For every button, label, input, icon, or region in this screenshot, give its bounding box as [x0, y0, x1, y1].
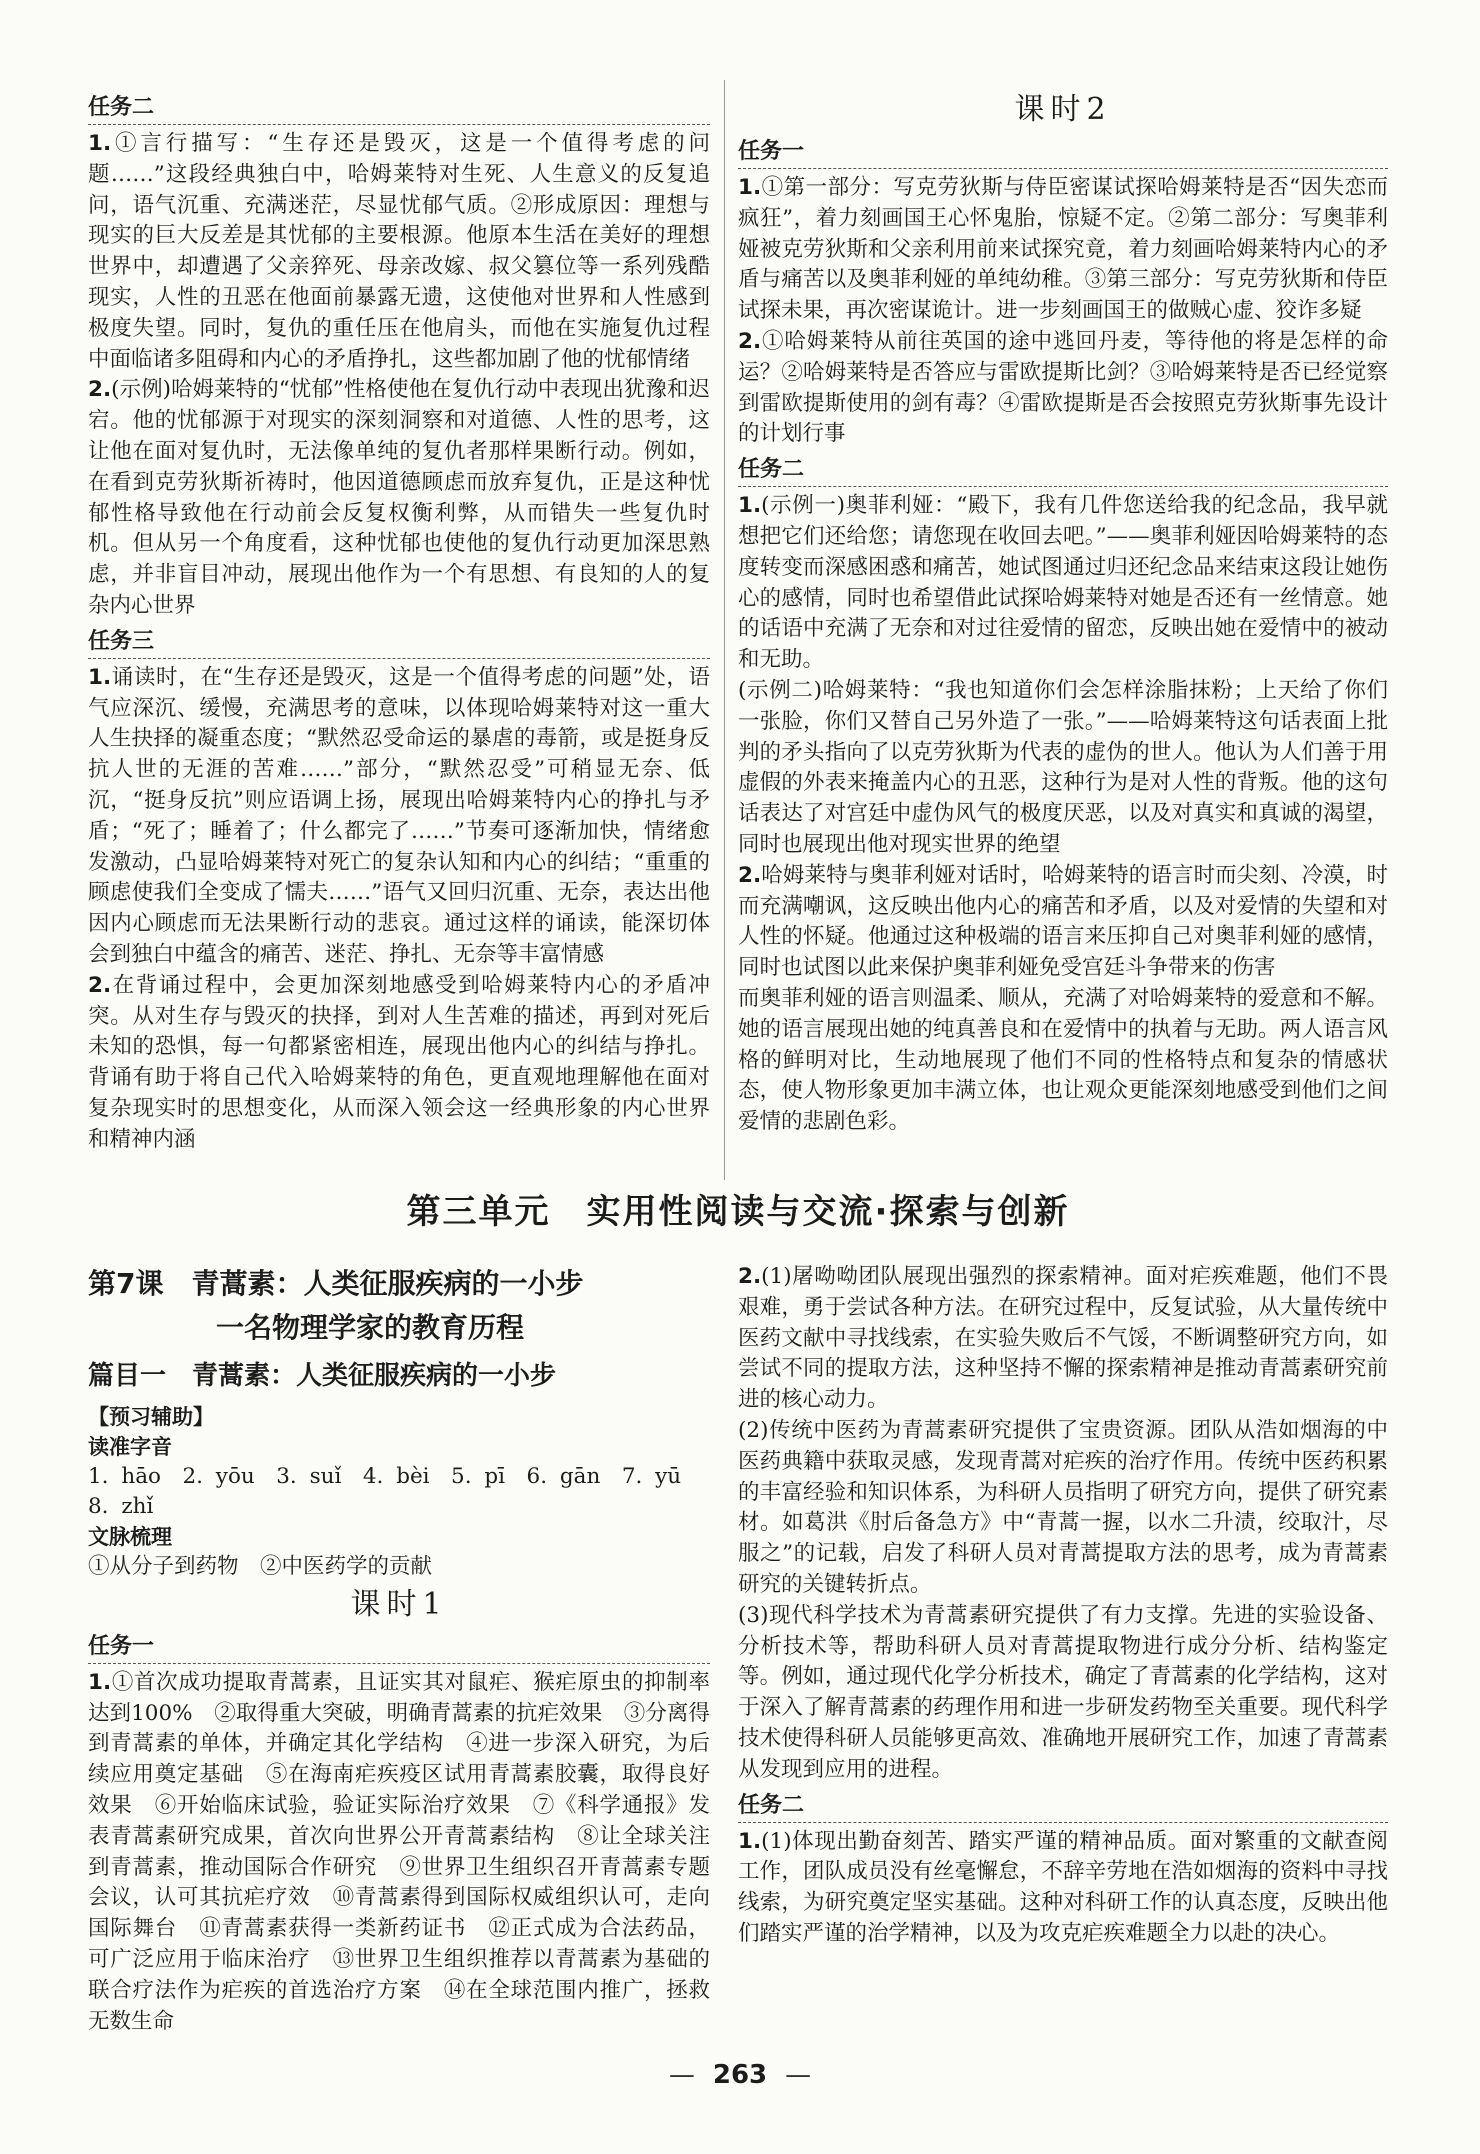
item-text: 诵读时，在“生存还是毁灭，这是一个值得考虑的问题”处，语气应深沉、缓慢，充满思考的意味，以体现哈姆莱特对这一重大人生抉择的凝重态度；“默然忍受命运的暴虐的毒箭，或是挺身反抗人世的无涯的苦难……”部分，“默然忍受”可稍显无奈、低沉，“挺身反抗”则应语调上扬，展现出哈姆莱特内心的挣扎与矛盾；“死了；睡着了；什么都完了……”节奏可逐渐加快，情绪愈发激动，凸显哈姆莱特对死亡的复杂认知和内心的纠结；“重重的顾虑使我们全变成了懦夫……”语气又回归沉重、无奈，表达出他因内心顾虑而无法果断行动的悲哀。通过这样的诵读，能深切体会到独白中蕴含的痛苦、迷茫、挣扎、无奈等丰富情感	[88, 664, 710, 967]
pronunciation-heading: 读准字音	[88, 1435, 172, 1459]
task3-heading: 任务三	[88, 626, 710, 659]
answer-paragraph: 而奥菲利娅的语言则温柔、顺从，充满了对哈姆莱特的爱意和不解。她的语言展现出她的纯真善良和在爱情中的执着与无助。两人语言风格的鲜明对比，生动地展现了他们不同的性格特点和复杂的情感状态，使人物形象更加丰满立体，也让观众更能深刻地感受到他们之间爱情的悲剧色彩。	[738, 985, 1388, 1135]
item-text: ①第一部分：写克劳狄斯与侍臣密谋试探哈姆莱特是否“因失恋而疯狂”，着力刻画国王心怀鬼胎，惊疑不定。②第二部分：写奥菲利娅被克劳狄斯和父亲利用前来试探究竟，着力刻画哈姆莱特内心的矛盾与痛苦以及奥菲利娅的单纯幼稚。③第三部分：写克劳狄斯和侍臣试探未果，再次密谋诡计。进一步刻画国王的做贼心虚、狡诈多疑	[738, 175, 1388, 324]
answer-item	[738, 491, 1388, 676]
page-number	[0, 2060, 1480, 2090]
bottom-left-column	[88, 1262, 710, 2037]
answer-item	[738, 173, 1388, 327]
item-text: (1)屠呦呦团队展现出强烈的探索精神。面对疟疾难题，他们不畏艰难，勇于尝试各种方法。在研究过程中，反复试验，从大量传统中医药文献中寻找线索，在实验失败后不气馁，不断调整研究方向，如尝试不同的提取方法，这种坚持不懈的探索精神是推动青蒿素研究前进的核心动力。	[738, 1264, 1388, 1413]
item-number: 1.	[88, 664, 112, 690]
column-divider	[724, 80, 725, 1180]
lesson-period-title: 课时1	[350, 1586, 448, 1622]
answer-item	[88, 129, 710, 375]
item-number: 1.	[738, 175, 762, 200]
answer-item	[738, 1827, 1388, 1950]
answer-item	[88, 971, 710, 1156]
task2-heading: 任务二	[88, 92, 710, 125]
item-number: 1.	[88, 131, 112, 156]
outline-answers: ①从分子到药物 ②中医药学的贡献	[88, 1554, 433, 1579]
item-text: 哈姆莱特与奥菲利娅对话时，哈姆莱特的语言时而尖刻、冷漠，时而充满嘲讽，这反映出他内心的痛苦和矛盾，以及对爱情的失望和对人性的怀疑。他通过这种极端的语言来压抑自己对奥菲利娅的感情，同时也试图以此来保护奥菲利娅免受宫廷斗争带来的伤害	[738, 862, 1388, 981]
top-right-column	[738, 88, 1388, 1138]
answer-paragraph: (示例二)哈姆莱特：“我也知道你们会怎样涂脂抹粉；上天给了你们一张脸，你们又替自己另外造了一张。”——哈姆莱特这句话表面上批判的矛头指向了以克劳狄斯为代表的虚伪的世人。他认为人们善于用虚假的外表来掩盖内心的丑恶，这种行为是对人性的背叛。他的这句话表达了对宫廷中虚伪风气的极度厌恶，以及对真实和真诚的渴望，同时也展现出他对现实世界的绝望	[738, 677, 1388, 857]
bottom-right-column	[738, 1262, 1388, 1950]
page-number-value: 263	[712, 2060, 768, 2090]
task1-heading: 任务一	[88, 1631, 710, 1664]
item-number: 2.	[88, 377, 112, 403]
section-title: 篇目一 青蒿素：人类征服疾病的一小步	[88, 1361, 557, 1391]
item-text: (示例一)奥菲利娅：“殿下，我有几件您送给我的纪念品，我早就想把它们还给您；请您现在收回去吧。”——奥菲利娅因哈姆莱特的态度转变而深感困惑和痛苦，她试图通过归还纪念品来结束这段让她伤心的感情，同时也希望借此试探哈姆莱特对她是否还有一丝情意。她的话语中充满了无奈和对过往爱情的留恋，反映出她在爱情中的被动和无助。	[738, 493, 1388, 673]
item-text: 在背诵过程中，会更加深刻地感受到哈姆莱特内心的矛盾冲突。从对生存与毁灭的抉择，到对人生苦难的描述，再到对死后未知的恐惧，每一句都紧密相连，展现出他内心的纠结与挣扎。背诵有助于将自己代入哈姆莱特的角色，更直观地理解他在面对复杂现实时的思想变化，从而深入领会这一经典形象的内心世界和精神内涵	[88, 972, 710, 1152]
answer-item	[88, 375, 710, 621]
lesson-title: 第7课 青蒿素：人类征服疾病的一小步	[88, 1267, 584, 1300]
item-text: ①首次成功提取青蒿素，且证实其对鼠疟、猴疟原虫的抑制率达到100% ②取得重大突破，明确青蒿素的抗疟效果 ③分离得到青蒿素的单体，并确定其化学结构 ④进一步深入研究，为后续应用奠定基础 ⑤在海南疟疾疫区试用青蒿素胶囊，取得良好效果 ⑥开始临床试验，验证实际治疗效果 ⑦《科学通报》发表青蒿素研究成果，首次向世界公开青蒿素结构 ⑧让全球关注到青蒿素，推动国际合作研究 ⑨世界卫生组织召开青蒿素专题会议，认可其抗疟疗效 ⑩青蒿素得到国际权威组织认可，走向国际舞台 ⑪青蒿素获得一类新药证书 ⑫正式成为合法药品，可广泛应用于临床治疗 ⑬世界卫生组织推荐以青蒿素为基础的联合疗法作为疟疾的首选治疗方案 ⑭在全球范围内推广，拯救无数生命	[88, 1669, 710, 2034]
top-left-column	[88, 88, 710, 1156]
task1-heading: 任务一	[738, 136, 1388, 169]
item-number: 2.	[88, 972, 112, 998]
item-number: 2.	[738, 1264, 762, 1289]
answer-item	[88, 1668, 710, 2038]
lesson-subtitle: 一名物理学家的教育历程	[216, 1311, 525, 1344]
pronunciation-answers: 1. hāo 2. yōu 3. suǐ 4. bèi 5. pī 6. gān 7. yū 8. zhǐ	[88, 1464, 703, 1519]
answer-item	[88, 663, 710, 971]
item-text: ①哈姆莱特从前往英国的途中逃回丹麦，等待他的将是怎样的命运？②哈姆莱特是否答应与雷欧提斯比剑？③哈姆莱特是否已经觉察到雷欧提斯使用的剑有毒？④雷欧提斯是否会按照克劳狄斯事先设计的计划行事	[738, 328, 1388, 447]
preview-heading: 【预习辅助】	[88, 1405, 214, 1429]
answer-item	[738, 861, 1388, 984]
dash-decoration: —	[785, 2060, 812, 2090]
task2-heading: 任务二	[738, 454, 1388, 487]
item-number: 1.	[88, 1669, 112, 1695]
item-number: 1.	[738, 493, 762, 519]
lesson-period-title: 课时2	[1014, 92, 1112, 127]
item-text: (示例)哈姆莱特的“忧郁”性格使他在复仇行动中表现出犹豫和迟宕。他的忧郁源于对现实的深刻洞察和对道德、人性的思考，这让他在面对复仇时，无法像单纯的复仇者那样果断行动。例如，在看到克劳狄斯祈祷时，他因道德顾虑而放弃复仇，正是这种忧郁性格导致他在行动前会反复权衡利弊，从而错失一些复仇时机。但从另一个角度看，这种忧郁也使他的复仇行动更加深思熟虑，并非盲目冲动，展现出他作为一个有思想、有良知的人的复杂内心世界	[88, 377, 710, 618]
unit-title: 第三单元 实用性阅读与交流·探索与创新	[406, 1192, 1070, 1232]
item-text: (1)体现出勤奋刻苦、踏实严谨的精神品质。面对繁重的文献查阅工作，团队成员没有丝毫懈怠，不辞辛劳地在浩如烟海的资料中寻找线索，为研究奠定坚实基础。这种对科研工作的认真态度，反映出他们踏实严谨的治学精神，以及为攻克疟疾难题全力以赴的决心。	[738, 1828, 1388, 1946]
answer-item	[738, 327, 1388, 450]
task2-heading: 任务二	[738, 1790, 1388, 1823]
dash-decoration: —	[668, 2060, 695, 2090]
item-number: 1.	[738, 1828, 762, 1854]
answer-paragraph: (3)现代科学技术为青蒿素研究提供了有力支撑。先进的实验设备、分析技术等，帮助科研人员对青蒿提取物进行成分分析、结构鉴定等。例如，通过现代化学分析技术，确定了青蒿素的化学结构，这对于深入了解青蒿素的药理作用和进一步研发药物至关重要。现代科学技术使得科研人员能够更高效、准确地开展研究工作，加速了青蒿素从发现到应用的进程。	[738, 1602, 1388, 1782]
item-number: 2.	[738, 862, 762, 888]
outline-heading: 文脉梳理	[88, 1525, 172, 1549]
item-text: ①言行描写：“生存还是毁灭，这是一个值得考虑的问题……”这段经典独白中，哈姆莱特对生死、人生意义的反复追问，语气沉重、充满迷茫，尽显忧郁气质。②形成原因：理想与现实的巨大反差是其忧郁的主要根源。他原本生活在美好的理想世界中，却遭遇了父亲猝死、母亲改嫁、叔父篡位等一系列残酷现实，人性的丑恶在他面前暴露无遗，这使他对世界和人性感到极度失望。同时，复仇的重任压在他肩头，而他在实施复仇过程中面临诸多阻碍和内心的矛盾挣扎，这些都加剧了他的忧郁情绪	[88, 131, 710, 372]
answer-paragraph: (2)传统中医药为青蒿素研究提供了宝贵资源。团队从浩如烟海的中医药典籍中获取灵感，发现青蒿对疟疾的治疗作用。传统中医药积累的丰富经验和知识体系，为科研人员指明了研究方向，提供了研究素材。如葛洪《肘后备急方》中“青蒿一握，以水二升渍，绞取汁，尽服之”的记载，启发了科研人员对青蒿提取方法的思考，成为青蒿素研究的关键转折点。	[738, 1417, 1388, 1597]
item-number: 2.	[738, 328, 762, 354]
answer-item	[738, 1262, 1388, 1416]
